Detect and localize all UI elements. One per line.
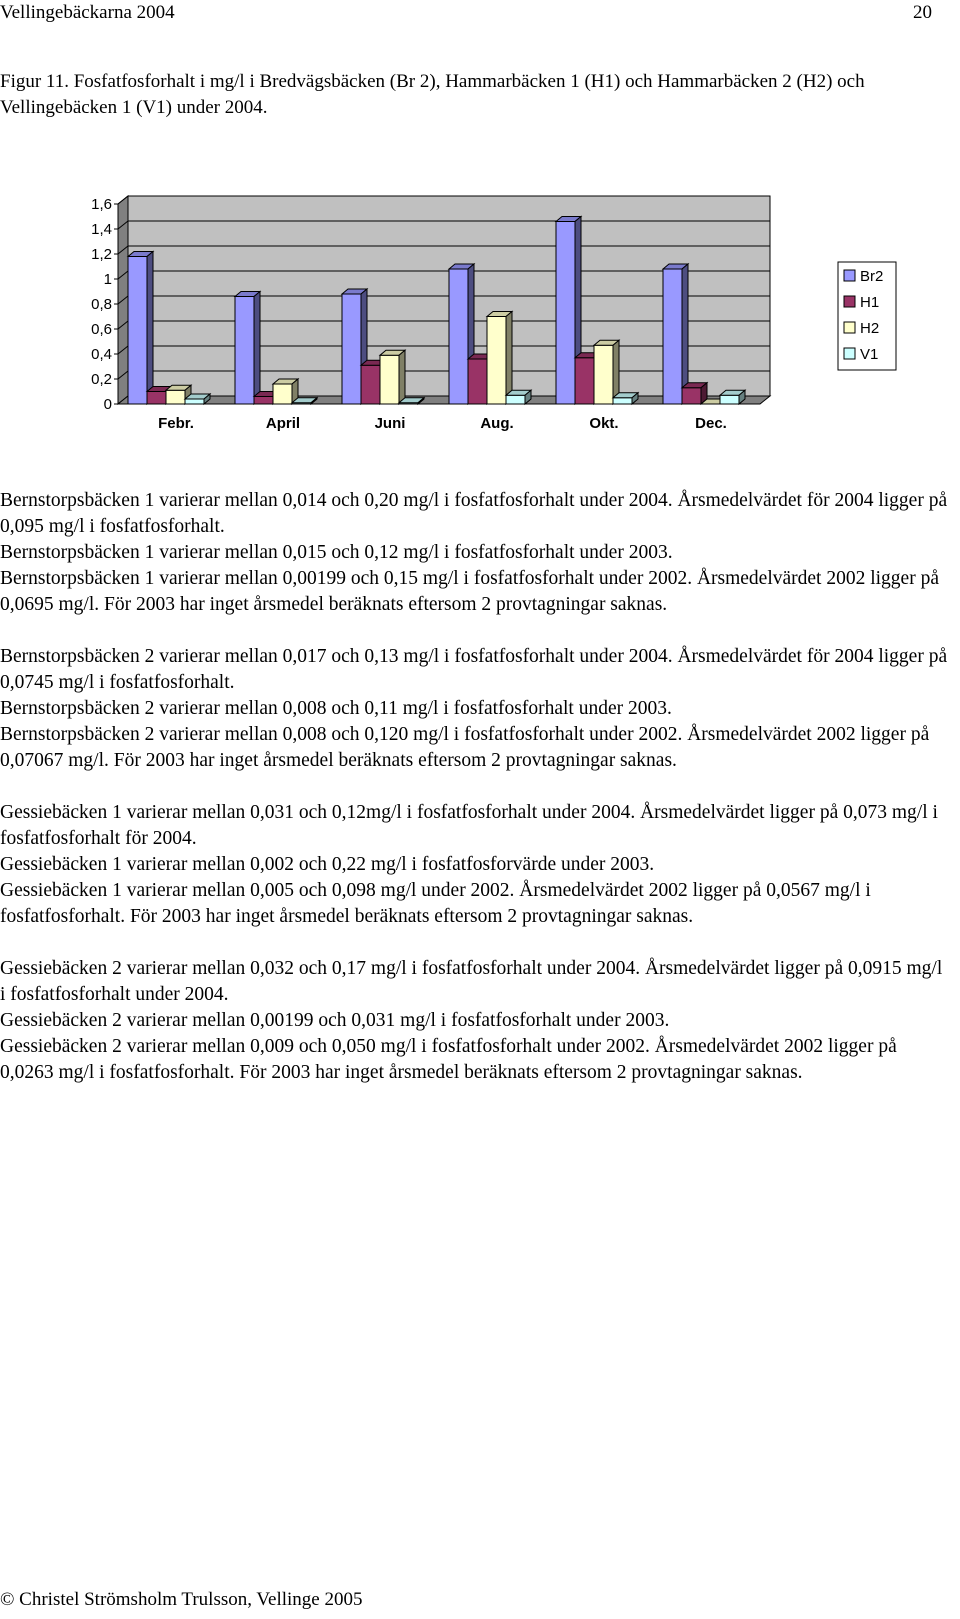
bar-h2-front [166,390,185,404]
text-line: Bernstorpsbäcken 2 varierar mellan 0,008 och 0,120 mg/l i fosfatfosforhalt under 2002. Årsmedelvärdet 2002 ligger på 0,07067 mg/l. För 2003 har inget årsmedel beräknats eftersom 2 provtagningar saknas. [0,724,930,771]
paragraph-bernstorp-1 [0,488,950,618]
x-tick-label: Aug. [480,415,514,432]
figure-caption: Figur 11. Fosfatfosforhalt i mg/l i Bredvägsbäcken (Br 2), Hammarbäcken 1 (H1) och Hammarbäcken 2 (H2) och Vellingebäcken 1 (V1) under 2004. [0,71,865,118]
text-line: Gessiebäcken 2 varierar mellan 0,00199 och 0,031 mg/l i fosfatfosforhalt under 2003. [0,1010,670,1031]
bar-br2-front [556,222,575,405]
bar-h2-front [273,384,292,404]
bar-h1-front [575,358,594,404]
bar-h1-front [682,388,701,404]
bar-h1-front [468,359,487,404]
legend-label-h2: H2 [860,320,880,337]
legend-label-h1: H1 [860,294,880,311]
bar-h2-side [506,312,512,405]
bar-v1-front [506,395,525,404]
legend-label-br2: Br2 [860,268,884,285]
bar-br2-front [449,269,468,404]
document-title: Vellingebäckarna 2004 [0,2,175,23]
text-line: Bernstorpsbäcken 2 varierar mellan 0,017 och 0,13 mg/l i fosfatfosforhalt under 2004. Årsmedelvärdet för 2004 ligger på 0,0745 mg/l i fosfatfosforhalt. [0,646,948,693]
bar-h1-front [361,365,380,404]
y-tick-label: 1 [103,271,112,288]
y-tick-label: 0,2 [91,371,112,388]
bar-chart [0,180,960,450]
page-number: 20 [913,2,932,23]
y-tick-label: 1,6 [91,196,112,213]
x-tick-label: Juni [374,415,406,432]
bar-h1-front [254,397,273,405]
x-tick-label: Febr. [158,415,194,432]
body-text [0,488,950,1112]
bar-br2-side [254,292,260,405]
text-line: Bernstorpsbäcken 1 varierar mellan 0,014 och 0,20 mg/l i fosfatfosforhalt under 2004. Årsmedelvärdet för 2004 ligger på 0,095 mg/l i fosfatfosforhalt. [0,490,948,537]
text-line: Gessiebäcken 2 varierar mellan 0,032 och 0,17 mg/l i fosfatfosforhalt under 2004. Årsmedelvärdet ligger på 0,0915 mg/l i fosfatfosforhalt under 2004. [0,958,943,1005]
bar-v1-front [720,395,739,404]
y-tick-label: 0,8 [91,296,112,313]
bar-h2-front [487,317,506,405]
page-footer: © Christel Strömsholm Trulsson, Vellinge 2005 [0,1589,363,1610]
bar-br2-front [128,257,147,405]
bar-br2-front [663,269,682,404]
x-tick-label: Okt. [589,415,619,432]
text-line: Bernstorpsbäcken 2 varierar mellan 0,008 och 0,11 mg/l i fosfatfosforhalt under 2003. [0,698,672,719]
legend-swatch-v1 [844,348,855,359]
y-tick-label: 1,4 [91,221,112,238]
x-tick-label: April [265,415,301,432]
bar-v1-front [185,399,204,404]
legend-swatch-br2 [844,270,855,281]
page-header [0,2,960,28]
y-tick-label: 0,6 [91,321,112,338]
x-tick-label: Dec. [695,415,727,432]
bar-h2-front [594,345,613,404]
y-tick-label: 0 [103,396,112,413]
text-line: Gessiebäcken 2 varierar mellan 0,009 och 0,050 mg/l i fosfatfosforhalt under 2002. Årsmedelvärdet 2002 ligger på 0,0263 mg/l i fosfatfosforhalt. För 2003 har inget årsmedel beräknats eftersom 2 provtagningar saknas. [0,1036,897,1083]
legend-label-v1: V1 [860,346,879,363]
text-line: Gessiebäcken 1 varierar mellan 0,002 och 0,22 mg/l i fosfatfosforvärde under 2003. [0,854,655,875]
y-tick-label: 0,4 [91,346,112,363]
paragraph-gessie-1 [0,800,950,930]
bar-br2-front [342,294,361,404]
text-line: Gessiebäcken 1 varierar mellan 0,031 och 0,12mg/l i fosfatfosforhalt under 2004. Årsmedelvärdet ligger på 0,073 mg/l i fosfatfosforhalt för 2004. [0,802,938,849]
text-line: Bernstorpsbäcken 1 varierar mellan 0,015 och 0,12 mg/l i fosfatfosforhalt under 2003. [0,542,673,563]
bar-h1-front [147,392,166,405]
bar-br2-front [235,297,254,405]
bar-h2-side [399,350,405,404]
bar-br2-side [147,252,153,405]
legend-swatch-h2 [844,322,855,333]
paragraph-gessie-2 [0,956,950,1086]
text-line: Bernstorpsbäcken 1 varierar mellan 0,00199 och 0,15 mg/l i fosfatfosforhalt under 2002. Årsmedelvärdet 2002 ligger på 0,0695 mg/l. För 2003 har inget årsmedel beräknats eftersom 2 provtagningar saknas. [0,568,939,615]
legend-swatch-h1 [844,296,855,307]
bar-h2-front [380,355,399,404]
bar-v1-front [613,398,632,404]
paragraph-bernstorp-2 [0,644,950,774]
text-line: Gessiebäcken 1 varierar mellan 0,005 och 0,098 mg/l under 2002. Årsmedelvärdet 2002 ligger på 0,0567 mg/l i fosfatfosforhalt. För 2003 har inget årsmedel beräknats eftersom 2 provtagningar saknas. [0,880,871,927]
y-tick-label: 1,2 [91,246,112,263]
